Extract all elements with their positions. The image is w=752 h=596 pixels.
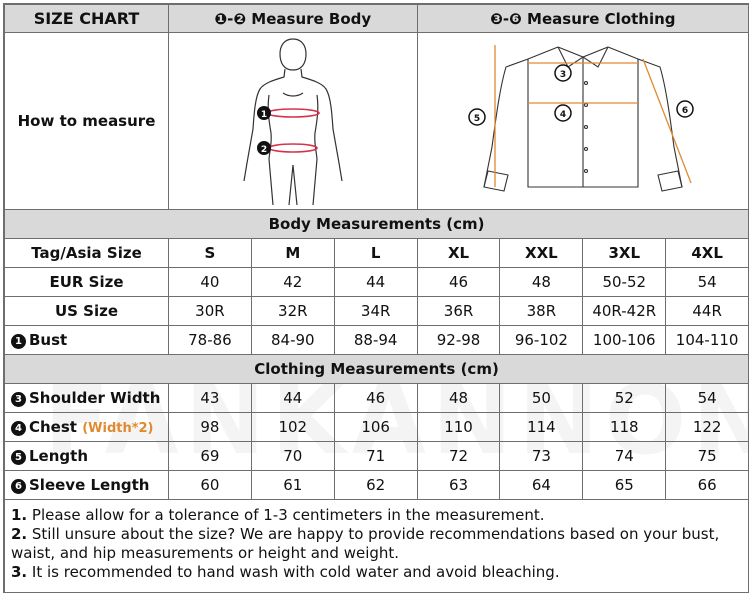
table-cell: 122 xyxy=(666,413,749,442)
table-cell: 34R xyxy=(334,297,417,326)
bust-label: Bust xyxy=(29,331,68,349)
table-cell: 98 xyxy=(169,413,252,442)
table-cell: 43 xyxy=(169,384,252,413)
size-header-row xyxy=(5,239,749,268)
shirt-figure-icon xyxy=(433,33,733,205)
table-cell: 44 xyxy=(334,268,417,297)
bust-label-cell xyxy=(5,326,169,355)
size-chart-title: SIZE CHART xyxy=(5,5,169,33)
size-cell: XXL xyxy=(500,239,583,268)
table-cell: 102 xyxy=(251,413,334,442)
body-marker-1: 1 xyxy=(260,110,267,120)
body-measurements-band xyxy=(5,210,749,239)
table-cell: 73 xyxy=(500,442,583,471)
shoulder-width-label-cell xyxy=(5,384,169,413)
table-cell: 88-94 xyxy=(334,326,417,355)
bust-row xyxy=(5,326,749,355)
bullet-6-icon: 6 xyxy=(11,479,26,494)
note-item: 2. Still unsure about the size? We are happy to provide recommendations based on your bust, waist, and hip measurements or height and weight. xyxy=(11,525,720,562)
table-cell: 36R xyxy=(417,297,500,326)
sleeve-length-row xyxy=(5,471,749,500)
table-cell: 48 xyxy=(500,268,583,297)
size-cell: 3XL xyxy=(583,239,666,268)
chest-row xyxy=(5,413,749,442)
table-cell: 75 xyxy=(666,442,749,471)
size-cell: 4XL xyxy=(666,239,749,268)
body-figure-cell xyxy=(169,33,418,210)
table-cell: 50 xyxy=(500,384,583,413)
table-cell: 52 xyxy=(583,384,666,413)
size-cell: S xyxy=(169,239,252,268)
length-label-cell xyxy=(5,442,169,471)
measure-clothing-header xyxy=(417,5,748,33)
table-cell: 100-106 xyxy=(583,326,666,355)
size-cell: L xyxy=(334,239,417,268)
bullet-3-icon: 3 xyxy=(11,392,26,407)
table-cell: 72 xyxy=(417,442,500,471)
chart-header-row xyxy=(5,5,749,33)
chest-width-note: (Width*2) xyxy=(82,421,154,436)
bullet-5-icon: 5 xyxy=(11,450,26,465)
shoulder-width-row xyxy=(5,384,749,413)
clothing-measurements-title: Clothing Measurements (cm) xyxy=(5,355,749,384)
table-cell: 110 xyxy=(417,413,500,442)
tag-asia-size-label: Tag/Asia Size xyxy=(5,239,169,268)
measure-body-header xyxy=(169,5,418,33)
clothing-measurements-band xyxy=(5,355,749,384)
table-cell: 96-102 xyxy=(500,326,583,355)
size-cell: M xyxy=(251,239,334,268)
table-cell: 63 xyxy=(417,471,500,500)
size-cell: XL xyxy=(417,239,500,268)
measure-body-title: Measure Body xyxy=(251,9,372,28)
measure-clothing-title: Measure Clothing xyxy=(527,9,676,28)
table-cell: 71 xyxy=(334,442,417,471)
shirt-marker-6: 6 xyxy=(681,106,688,116)
table-cell: 54 xyxy=(666,268,749,297)
how-to-measure-label: How to measure xyxy=(5,33,169,210)
shirt-marker-5: 5 xyxy=(473,114,480,124)
table-cell: 65 xyxy=(583,471,666,500)
size-chart-table xyxy=(4,4,749,593)
size-chart-sheet xyxy=(3,3,749,593)
how-to-measure-row xyxy=(5,33,749,210)
body-marker-2: 2 xyxy=(260,145,267,155)
table-cell: 54 xyxy=(666,384,749,413)
table-cell: 66 xyxy=(666,471,749,500)
notes-cell xyxy=(5,500,749,594)
sleeve-length-label-cell xyxy=(5,471,169,500)
eur-size-row xyxy=(5,268,749,297)
table-cell: 74 xyxy=(583,442,666,471)
table-cell: 69 xyxy=(169,442,252,471)
measure-body-prefix: ❶-❷ xyxy=(214,9,247,28)
table-cell: 50-52 xyxy=(583,268,666,297)
table-cell: 62 xyxy=(334,471,417,500)
table-cell: 114 xyxy=(500,413,583,442)
table-cell: 64 xyxy=(500,471,583,500)
table-cell: 40R-42R xyxy=(583,297,666,326)
table-cell: 48 xyxy=(417,384,500,413)
body-measurements-title: Body Measurements (cm) xyxy=(5,210,749,239)
table-cell: 44 xyxy=(251,384,334,413)
table-cell: 46 xyxy=(334,384,417,413)
note-item: 3. It is recommended to hand wash with cold water and avoid bleaching. xyxy=(11,563,560,581)
table-cell: 40 xyxy=(169,268,252,297)
shirt-figure-cell xyxy=(417,33,748,210)
shoulder-width-label: Shoulder Width xyxy=(29,389,161,407)
table-cell: 70 xyxy=(251,442,334,471)
table-cell: 84-90 xyxy=(251,326,334,355)
measure-clothing-prefix: ❸-❻ xyxy=(490,9,522,28)
table-cell: 44R xyxy=(666,297,749,326)
table-cell: 38R xyxy=(500,297,583,326)
table-cell: 30R xyxy=(169,297,252,326)
table-cell: 92-98 xyxy=(417,326,500,355)
table-cell: 32R xyxy=(251,297,334,326)
sleeve-length-label: Sleeve Length xyxy=(29,476,150,494)
bullet-1-icon: 1 xyxy=(11,334,26,349)
table-cell: 46 xyxy=(417,268,500,297)
table-cell: 60 xyxy=(169,471,252,500)
table-cell: 104-110 xyxy=(666,326,749,355)
shirt-marker-3: 3 xyxy=(559,70,566,80)
bullet-4-icon: 4 xyxy=(11,421,26,436)
notes-row xyxy=(5,500,749,594)
shirt-marker-4: 4 xyxy=(559,110,566,120)
table-cell: 61 xyxy=(251,471,334,500)
eur-size-label: EUR Size xyxy=(5,268,169,297)
chest-label-cell xyxy=(5,413,169,442)
us-size-row xyxy=(5,297,749,326)
chest-label: Chest xyxy=(29,418,77,436)
length-label: Length xyxy=(29,447,88,465)
us-size-label: US Size xyxy=(5,297,169,326)
table-cell: 106 xyxy=(334,413,417,442)
body-figure-icon xyxy=(173,33,413,205)
table-cell: 42 xyxy=(251,268,334,297)
table-cell: 118 xyxy=(583,413,666,442)
table-cell: 78-86 xyxy=(169,326,252,355)
length-row xyxy=(5,442,749,471)
note-item: 1. Please allow for a tolerance of 1-3 centimeters in the measurement. xyxy=(11,506,545,524)
